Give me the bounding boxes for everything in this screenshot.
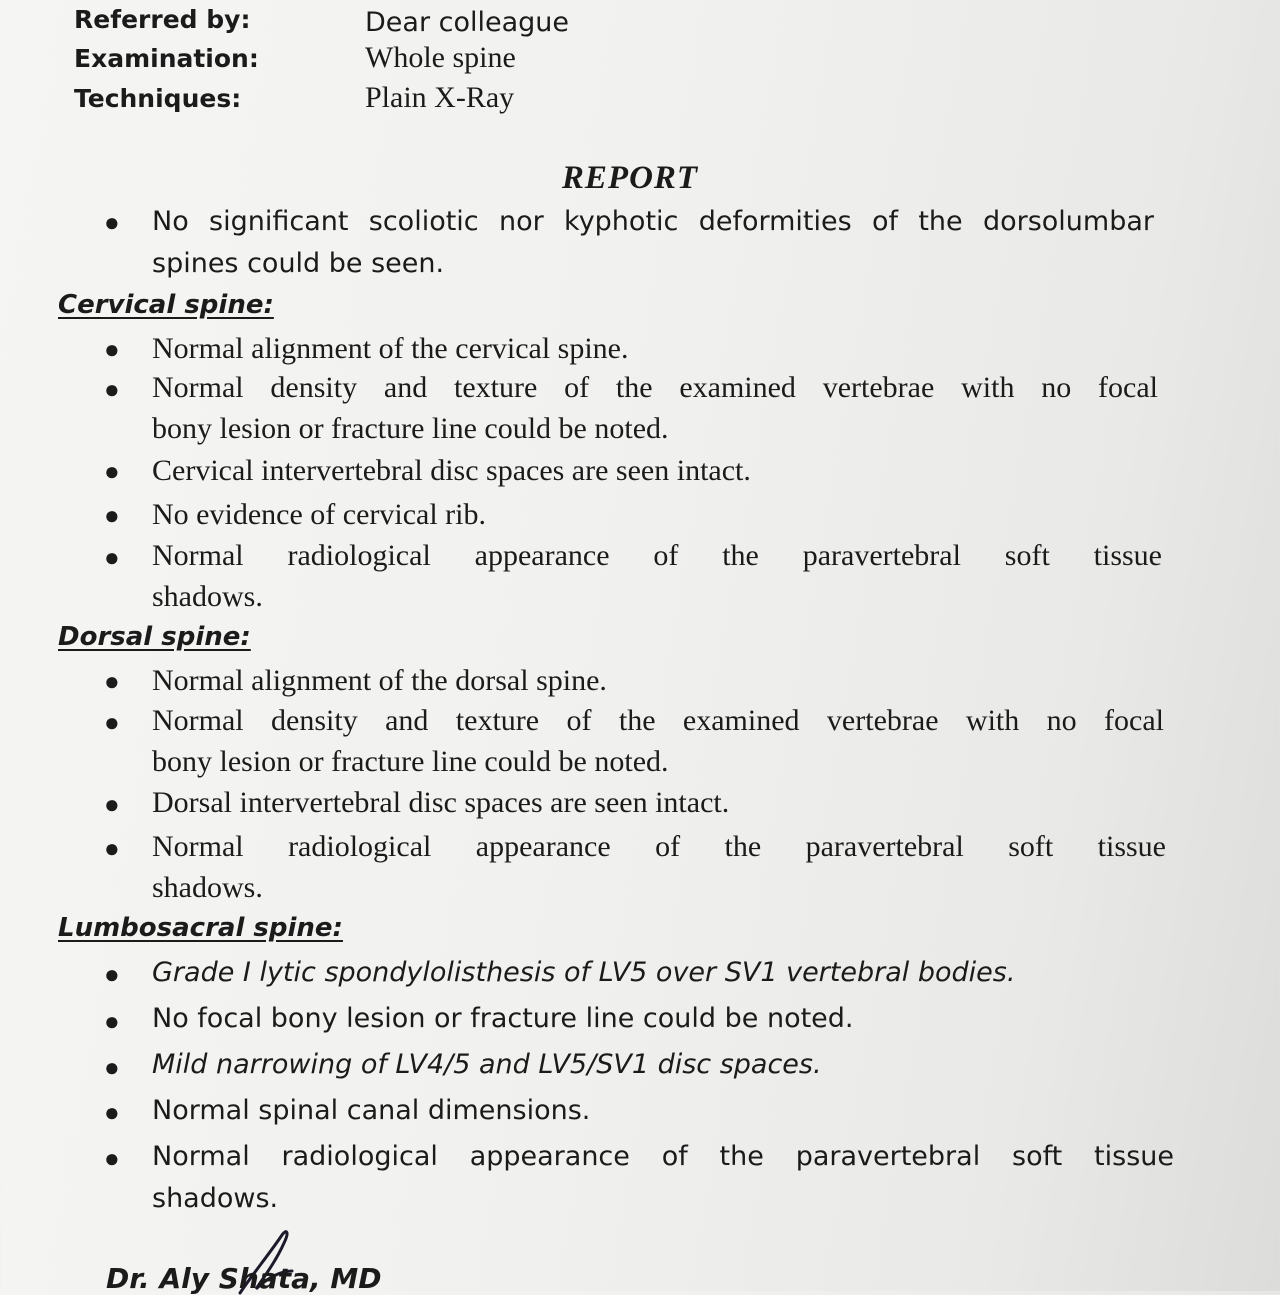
bullet-icon: ● (104, 457, 120, 486)
bullet-icon: ● (104, 667, 120, 696)
general-finding-line-1: No significant scoliotic nor kyphotic deformities of the dorsolumbar (152, 206, 1154, 237)
dorsal-item-2-line-1: Normal density and texture of the examined vertebrae with no focal (152, 704, 1164, 737)
bullet-icon: ● (104, 1007, 120, 1036)
dorsal-item-4-line-1: Normal radiological appearance of the paravertebral soft tissue (152, 830, 1166, 863)
cervical-heading: Cervical spine: (58, 290, 274, 320)
bullet-icon: ● (104, 1144, 120, 1173)
cervical-item-4: No evidence of cervical rib. (152, 498, 486, 531)
bullet-icon: ● (104, 960, 120, 989)
lumbosacral-item-4: Normal spinal canal dimensions. (152, 1095, 591, 1126)
general-finding-line-2: spines could be seen. (152, 248, 445, 279)
dorsal-item-3: Dorsal intervertebral disc spaces are seen intact. (152, 786, 730, 819)
bullet-icon: ● (104, 834, 120, 863)
examination-value: Whole spine (365, 41, 516, 74)
bullet-icon: ● (104, 708, 120, 737)
lumbosacral-heading: Lumbosacral spine: (58, 913, 343, 943)
general-finding (152, 201, 1154, 285)
techniques-value: Plain X-Ray (365, 81, 515, 114)
referred-by-label: Referred by: (74, 5, 251, 34)
lumbosacral-item-5-line-2: shadows. (152, 1183, 279, 1214)
cervical-item-5-line-2: shadows. (152, 580, 263, 613)
lumbosacral-item-5 (152, 1136, 1174, 1220)
bullet-icon: ● (104, 543, 120, 572)
bullet-icon: ● (104, 1098, 120, 1127)
cervical-item-5 (152, 535, 1162, 617)
dorsal-item-1: Normal alignment of the dorsal spine. (152, 664, 607, 697)
bullet-icon: ● (104, 790, 120, 819)
cervical-item-2 (152, 367, 1158, 449)
cervical-item-2-line-1: Normal density and texture of the examined vertebrae with no focal (152, 371, 1158, 404)
bullet-icon: ● (104, 1053, 120, 1082)
lumbosacral-item-1: Grade I lytic spondylolisthesis of LV5 over SV1 vertebral bodies. (152, 957, 1016, 988)
cervical-item-2-line-2: bony lesion or fracture line could be noted. (152, 412, 669, 445)
lumbosacral-item-3: Mild narrowing of LV4/5 and LV5/SV1 disc spaces. (152, 1049, 822, 1080)
signature-name: Dr. Aly Shata, MD (106, 1262, 382, 1295)
dorsal-item-4 (152, 826, 1166, 908)
bullet-icon: ● (104, 208, 120, 237)
lumbosacral-item-5-line-1: Normal radiological appearance of the paravertebral soft tissue (152, 1141, 1174, 1172)
referred-by-value: Dear colleague (365, 7, 570, 38)
techniques-label: Techniques: (74, 84, 242, 113)
cervical-item-5-line-1: Normal radiological appearance of the paravertebral soft tissue (152, 539, 1162, 572)
bullet-icon: ● (104, 501, 120, 530)
dorsal-item-2 (152, 700, 1164, 782)
dorsal-item-4-line-2: shadows. (152, 871, 263, 904)
examination-label: Examination: (74, 44, 259, 73)
cervical-item-1: Normal alignment of the cervical spine. (152, 332, 629, 365)
bullet-icon: ● (104, 375, 120, 404)
bullet-icon: ● (104, 335, 120, 364)
lumbosacral-item-2: No focal bony lesion or fracture line could be noted. (152, 1003, 854, 1034)
dorsal-heading: Dorsal spine: (58, 622, 251, 652)
report-title: REPORT (561, 160, 699, 196)
cervical-item-3: Cervical intervertebral disc spaces are seen intact. (152, 454, 751, 487)
dorsal-item-2-line-2: bony lesion or fracture line could be noted. (152, 745, 669, 778)
